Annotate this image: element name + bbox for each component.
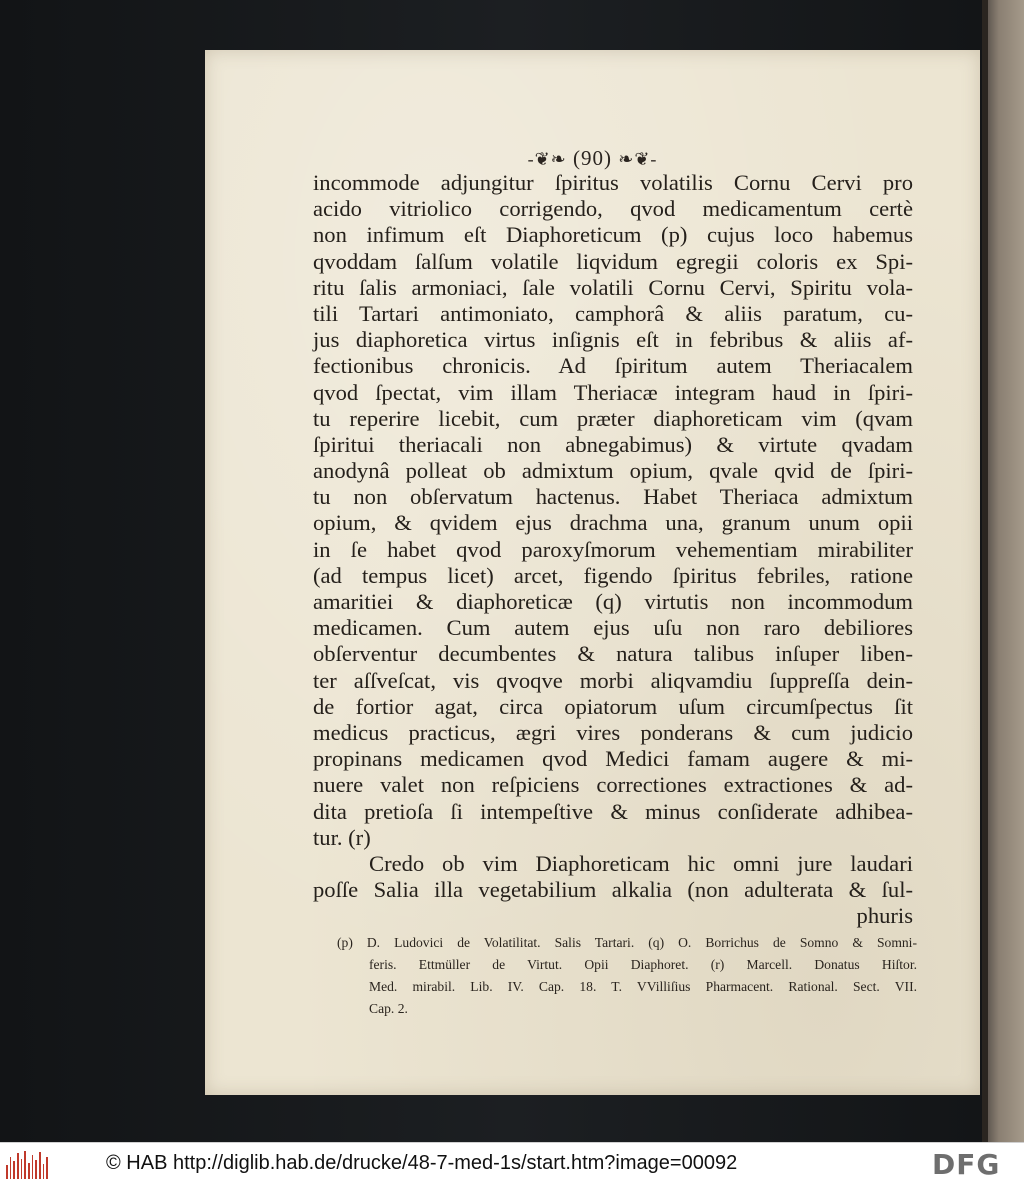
text-line: tu non obſervatum hactenus. Habet Theriaca admixtum — [313, 484, 913, 510]
hab-logo-icon[interactable] — [6, 1149, 48, 1179]
book-spine — [982, 0, 988, 1142]
catchword: phuris — [856, 903, 913, 929]
footnotes — [337, 932, 917, 1020]
text-line: qvod ſpectat, vim illam Theriacæ integram haud in ſpiri- — [313, 379, 913, 405]
text-line: tili Tartari antimoniato, camphorâ & aliis paratum, cu- — [313, 300, 913, 326]
text-line: in ſe habet qvod paroxyſmorum vehementiam mirabiliter — [313, 536, 913, 562]
text-line: tur. (r) — [313, 824, 371, 850]
text-line: opium, & qvidem ejus drachma una, granum unum opii — [313, 510, 913, 536]
facing-page-edge — [982, 0, 1024, 1142]
text-line: (ad tempus licet) arcet, figendo ſpiritus febriles, ratione — [313, 562, 913, 588]
text-line: incommode adjungitur ſpiritus volatilis Cornu Cervi pro — [313, 170, 913, 195]
page-number: (90) — [573, 146, 612, 170]
text-line: de fortior agat, circa opiatorum uſum circumſpectus ſit — [313, 693, 913, 719]
ornament-right-icon: ❧❦- — [618, 149, 658, 169]
text-line: poſſe Salia illa vegetabilium alkalia (non adulterata & ſul- — [313, 877, 913, 903]
text-line: ritu ſalis armoniaci, ſale volatili Cornu Cervi, Spiritu vola- — [313, 274, 913, 300]
text-line: ſpiritui theriacali non abnegabimus) & virtute qvadam — [313, 431, 913, 457]
text-line: ter aſſveſcat, vis qvoqve morbi aliqvamdiu ſuppreſſa dein- — [313, 667, 913, 693]
copyright-link[interactable]: © HAB http://diglib.hab.de/drucke/48-7-med-1s/start.htm?image=00092 — [106, 1152, 738, 1174]
text-line: tu reperire licebit, cum præter diaphoreticam vim (qvam — [313, 405, 913, 431]
text-line: acido vitriolico corrigendo, qvod medicamentum certè — [313, 196, 913, 222]
text-line: qvoddam ſalſum volatile liqvidum egregii coloris ex Spi- — [313, 248, 913, 274]
footnote-line: Cap. 2. — [369, 1001, 408, 1016]
footnote-line: Med. mirabil. Lib. IV. Cap. 18. T. VVilliſius Pharmacent. Rational. Sect. VII. — [369, 979, 917, 994]
footnote-line: (p) D. Ludovici de Volatilitat. Salis Tartari. (q) O. Borrichus de Somno & Somni- — [337, 935, 917, 950]
footnote-line: feris. Ettmüller de Virtut. Opii Diaphoret. (r) Marcell. Donatus Hiſtor. — [369, 957, 917, 972]
text-line: non infimum eſt Diaphoreticum (p) cujus loco habemus — [313, 222, 913, 248]
text-line: nuere valet non reſpiciens correctiones extractiones & ad- — [313, 772, 913, 798]
body-text — [313, 170, 913, 929]
text-line: amaritiei & diaphoreticæ (q) virtutis non incommodum — [313, 589, 913, 614]
dfg-logo-icon[interactable]: DFG — [932, 1148, 1001, 1181]
page-header — [205, 146, 980, 171]
text-line: fectionibus chronicis. Ad ſpiritum autem Theriacalem — [313, 353, 913, 379]
text-line: medicus practicus, ægri vires ponderans & cum judicio — [313, 719, 913, 745]
text-line: dita pretioſa ſi intempeſtive & minus conſiderate adhibea- — [313, 798, 913, 824]
text-line: anodynâ polleat ob admixtum opium, qvale qvid de ſpiri- — [313, 458, 913, 484]
footer-bar — [0, 1142, 1024, 1184]
text-line: obſerventur decumbentes & natura talibus inſuper liben- — [313, 641, 913, 667]
text-line: medicamen. Cum autem ejus uſu non raro debiliores — [313, 615, 913, 641]
book-page — [205, 50, 980, 1095]
text-line: propinans medicamen qvod Medici famam augere & mi- — [313, 746, 913, 772]
text-line: jus diaphoretica virtus inſignis eſt in febribus & aliis af- — [313, 327, 913, 353]
text-line: Credo ob vim Diaphoreticam hic omni jure laudari — [369, 850, 913, 876]
ornament-left-icon: -❦❧ — [527, 149, 567, 169]
